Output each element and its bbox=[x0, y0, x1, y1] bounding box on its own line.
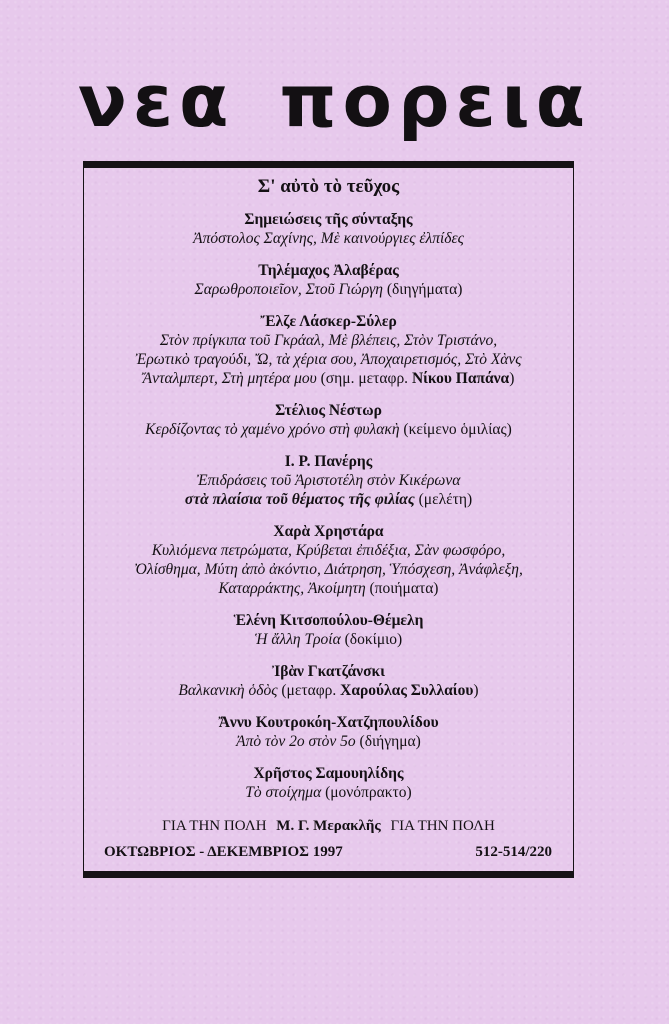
toc-entry bbox=[90, 452, 567, 509]
toc-entry bbox=[90, 662, 567, 700]
issue-date: ΟΚΤΩΒΡΙΟΣ - ΔΕΚΕΜΒΡΙΟΣ 1997 bbox=[104, 844, 343, 860]
entry-author: Σημειώσεις τῆς σύνταξης bbox=[244, 211, 413, 228]
entry-work-line bbox=[90, 681, 567, 700]
work-title: Τὸ στοίχημα bbox=[245, 784, 322, 801]
entry-work-line bbox=[90, 541, 567, 560]
work-title: Ἀπόστολος Σαχίνης, Μὲ καινούργιες ἐλπίδες bbox=[193, 230, 464, 247]
translator-name: Νίκου Παπάνα bbox=[411, 370, 510, 387]
toc-heading: Σ' αὐτὸ τὸ τεῦχος bbox=[257, 176, 400, 197]
issue-number: 512-514/220 bbox=[475, 844, 552, 860]
work-title: Κερδίζοντας τὸ χαμένο χρόνο στὴ φυλακὴ bbox=[145, 421, 400, 438]
entry-work-line bbox=[90, 350, 567, 369]
work-note: (σημ. μεταφρ. bbox=[320, 370, 409, 387]
entry-work-line bbox=[90, 229, 567, 248]
entry-work-line bbox=[90, 560, 567, 579]
city-line bbox=[90, 817, 567, 836]
table-of-contents bbox=[90, 176, 567, 815]
work-note: (δοκίμιο) bbox=[344, 631, 403, 648]
work-title: Στὸν πρίγκιπα τοῦ Γκράαλ, Μὲ βλέπεις, Στὸν Τριστάνο, bbox=[159, 332, 498, 349]
work-note: (διήγημα) bbox=[359, 733, 421, 750]
entry-author: Χαρὰ Χρηστάρα bbox=[273, 523, 384, 540]
work-note: (μονόπρακτο) bbox=[325, 784, 412, 801]
toc-entry bbox=[90, 401, 567, 439]
work-title: Ἐρωτικὸ τραγούδι, Ὤ, τὰ χέρια σου, Ἀποχαιρετισμός, Στὸ Χὰνς bbox=[135, 351, 522, 368]
entry-work-line bbox=[90, 732, 567, 751]
toc-entry bbox=[90, 713, 567, 751]
top-rule bbox=[83, 161, 574, 168]
work-note: (ποιήματα) bbox=[369, 580, 439, 597]
toc-entry bbox=[90, 611, 567, 649]
translator-name: Χαρούλας Συλλαίου bbox=[340, 682, 474, 699]
toc-entry bbox=[90, 312, 567, 388]
issue-footer bbox=[104, 843, 552, 862]
work-title: Κυλιόμενα πετρώματα, Κρύβεται ἐπιδέξια, Σὰν φωσφόρο, bbox=[151, 542, 506, 559]
toc-entries bbox=[90, 210, 567, 802]
entry-author: Ἰβὰν Γκατζάνσκι bbox=[272, 663, 385, 680]
work-note: (κείμενο ὁμιλίας) bbox=[403, 421, 512, 438]
entry-work-line bbox=[90, 783, 567, 802]
work-title: Ἄνταλμπερτ, Στὴ μητέρα μου bbox=[142, 370, 317, 387]
city-author: Μ. Γ. Μερακλῆς bbox=[276, 818, 381, 834]
entry-author: Ἑλένη Κιτσοπούλου-Θέμελη bbox=[233, 612, 424, 629]
city-right: ΓΙΑ ΤΗΝ ΠΟΛΗ bbox=[390, 818, 495, 834]
entry-author: Ἄννυ Κουτροκόη-Χατζηπουλίδου bbox=[218, 714, 439, 731]
magazine-title: νεα πορεια bbox=[77, 59, 592, 143]
work-title: Ἀπὸ τὸν 2ο στὸν 5ο bbox=[236, 733, 356, 750]
entry-work-line bbox=[90, 579, 567, 598]
work-note-close: ) bbox=[473, 682, 479, 699]
work-title: Καταρράκτης, Ἀκοίμητη bbox=[218, 580, 366, 597]
city-left: ΓΙΑ ΤΗΝ ΠΟΛΗ bbox=[162, 818, 267, 834]
toc-entry bbox=[90, 261, 567, 299]
entry-author: Ἔλζε Λάσκερ-Σύλερ bbox=[260, 313, 397, 330]
entry-work-line bbox=[90, 490, 567, 509]
entry-work-line bbox=[90, 331, 567, 350]
work-title: Ἐπιδράσεις τοῦ Ἀριστοτέλη στὸν Κικέρωνα bbox=[196, 472, 461, 489]
work-note: (διηγήματα) bbox=[386, 281, 463, 298]
entry-author: Ι. Ρ. Πανέρης bbox=[284, 453, 373, 470]
entry-author: Τηλέμαχος Ἀλαβέρας bbox=[258, 262, 399, 279]
work-note: (μεταφρ. bbox=[281, 682, 337, 699]
work-title: στὰ πλαίσια τοῦ θέματος τῆς φιλίας bbox=[184, 491, 415, 508]
work-title: Ἡ ἄλλη Τροία bbox=[254, 631, 341, 648]
entry-work-line bbox=[90, 369, 567, 388]
entry-author: Χρῆστος Σαμουηλίδης bbox=[253, 765, 404, 782]
work-title: Σαρωθροποιεῖον, Στοῦ Γιώργη bbox=[194, 281, 383, 298]
work-title: Ὀλίσθημα, Μύτη ἀπὸ ἀκόντιο, Διάτρηση, Ὑπόσχεση, Ἀνάφλεξη, bbox=[134, 561, 523, 578]
entry-author: Στέλιος Νέστωρ bbox=[275, 402, 382, 419]
entry-work-line bbox=[90, 280, 567, 299]
entry-work-line bbox=[90, 471, 567, 490]
entry-work-line bbox=[90, 630, 567, 649]
toc-entry bbox=[90, 764, 567, 802]
toc-entry bbox=[90, 522, 567, 598]
work-title: Βαλκανικὴ ὁδὸς bbox=[178, 682, 278, 699]
bottom-rule bbox=[83, 871, 574, 878]
toc-entry bbox=[90, 210, 567, 248]
work-note: (μελέτη) bbox=[418, 491, 473, 508]
entry-work-line bbox=[90, 420, 567, 439]
work-note-close: ) bbox=[509, 370, 515, 387]
